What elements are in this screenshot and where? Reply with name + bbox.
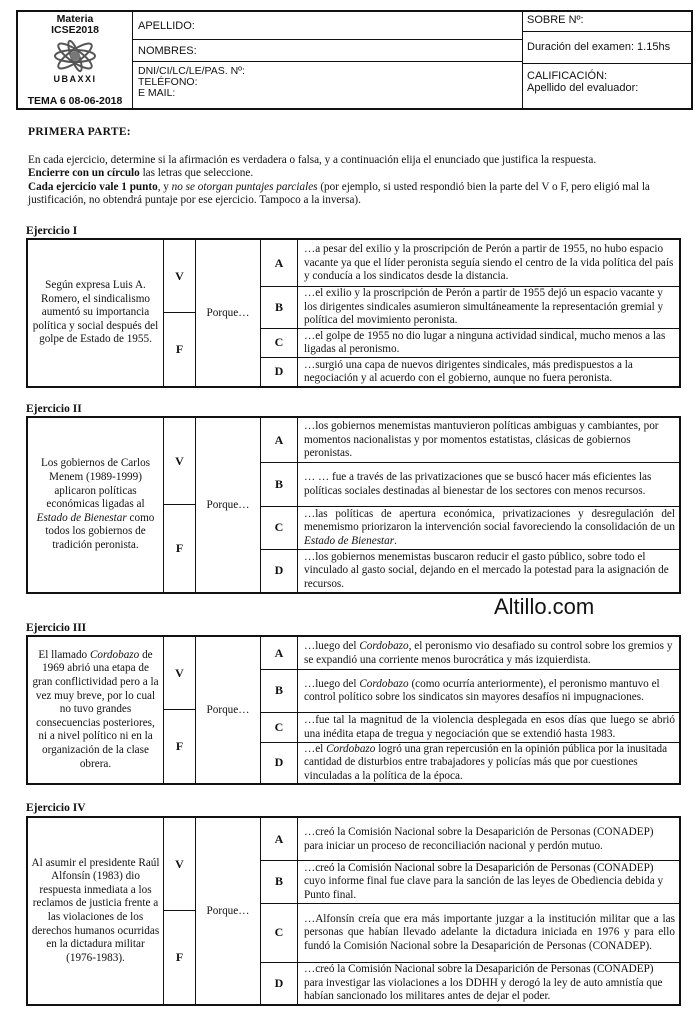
evaluator-label: Apellido del evaluador: — [527, 82, 639, 94]
exercise-3-option-c-content: …fue tal la magnitud de la violencia desplegada en esos días que luego se abrió una inédita etapa de tregua y negociación que se extendió hasta 1983. — [304, 714, 675, 740]
exercise-1-option-d[interactable]: D — [274, 364, 284, 378]
exercise-3-porque-label: Porque… — [195, 637, 261, 783]
exercise-3-option-d-content — [304, 743, 675, 784]
exercise-1-option-b[interactable]: B — [274, 299, 283, 314]
instruction-text-2: las letras que seleccione. — [139, 167, 254, 180]
surname-field[interactable] — [132, 12, 522, 40]
exercise-3-option-c[interactable]: C — [274, 719, 284, 734]
exercise-2-false-option[interactable]: F — [163, 505, 195, 592]
exercise-1-option-c-content: …el golpe de 1955 no dio lugar a ninguna actividad sindical, mucho menos a las ligadas al peronismo. — [304, 329, 666, 355]
exercise-4-option-d-text — [297, 962, 679, 1004]
section-title: PRIMERA PARTE: — [28, 126, 131, 138]
exercise-4-statement: Al asumir el presidente Raúl Alfonsín (1983) dio respuesta inmediata a los reclamos de justicia frente a las violaciones de los derechos humanos ocurridas en la dictadura militar (1976-1983). — [31, 856, 160, 964]
exercise-2-true-option[interactable]: V — [163, 418, 195, 505]
exercise-3-option-a-pre: …luego del — [304, 640, 360, 652]
instruction-text-3a: , y — [157, 180, 172, 193]
exercise-2 — [26, 416, 681, 594]
logo-wordmark: UBAXXI — [53, 74, 97, 84]
exercise-3-title: Ejercicio III — [26, 622, 87, 634]
exam-version: TEMA 6 08-06-2018 — [27, 95, 123, 107]
exercise-3-option-a-italic: Cordobazo — [359, 640, 409, 652]
exercise-2-statement-post: como todos los gobiernos de tradición peronista. — [45, 511, 155, 551]
exercise-2-option-c[interactable]: C — [274, 520, 284, 534]
exercise-4-option-a[interactable]: A — [274, 831, 284, 846]
exercise-2-statement-text — [31, 457, 160, 552]
exercise-2-option-c-italic: Estado de Bienestar — [304, 534, 395, 547]
phone-label: TELÉFONO: — [138, 76, 198, 88]
exercise-2-option-c-main: …las políticas de apertura económica, privatizaciones y desregulación del menemismo priorizaron la intervención social favoreciendo la consolidación de un — [304, 507, 675, 534]
contact-fields[interactable] — [138, 66, 245, 99]
watermark: Altillo.com — [494, 594, 595, 619]
exercise-3-option-b-content — [304, 678, 675, 705]
exercise-3-option-a-post: , el peronismo vio desafiado su control sobre los gremios y se expandió una corriente menos burocrática y más izquierdista. — [304, 640, 673, 666]
exercise-2-option-b-content: … … fue a través de las privatizaciones que se buscó hacer más eficientes las políticas sociales destinadas al bienestar de los sectores con menos recursos. — [304, 471, 652, 497]
exercise-1-option-d-text — [297, 357, 679, 386]
exercise-1-option-b-text — [297, 286, 679, 328]
instruction-line-3 — [28, 181, 683, 208]
exercise-2-option-b[interactable]: B — [274, 476, 283, 491]
exam-admin-fields — [522, 12, 692, 108]
exercise-3-option-b-text — [297, 669, 679, 712]
exercise-2-option-d-text — [297, 549, 679, 592]
instruction-line-2 — [28, 167, 683, 181]
exercise-4-false-option[interactable]: F — [163, 911, 195, 1004]
dni-label: DNI/CI/LC/LE/PAS. Nº: — [138, 65, 245, 77]
grade-label: CALIFICACIÓN: — [527, 70, 608, 82]
exercise-4-option-a-text — [297, 818, 679, 860]
exercise-3-option-d[interactable]: D — [274, 755, 284, 769]
exercise-2-title: Ejercicio II — [26, 403, 82, 415]
exercise-1-option-a[interactable]: A — [274, 255, 284, 270]
exercise-1-option-c[interactable]: C — [274, 335, 284, 349]
exercise-4-option-b-text — [297, 860, 679, 903]
surname-label: APELLIDO: — [138, 20, 195, 32]
exam-duration — [523, 32, 692, 64]
exercise-3-option-a-content — [304, 640, 675, 667]
exercise-3-statement-pre: El llamado — [38, 648, 90, 661]
exercise-4-option-d[interactable]: D — [274, 975, 284, 990]
exercise-3-option-b[interactable]: B — [274, 683, 283, 697]
exercise-2-option-c-end: . — [394, 534, 397, 547]
exercise-1-option-c-text — [297, 328, 679, 357]
exercise-3-false-option[interactable]: F — [163, 710, 195, 783]
exercise-4-option-c-content: …Alfonsín creía que era más importante juzgar a la institución militar que a las personas que habían llevado adelante la dictadura iniciada en 1976 y para ello fundó la Comisión Nacional sobre la Desaparición de Personas (CONADEP). — [304, 912, 675, 952]
exercise-3-option-a[interactable]: A — [274, 645, 284, 660]
exercise-2-option-d-content: …los gobiernos menemistas buscaron reducir el gasto público, sobre todo el vinculado al gasto social, dejando en el mercado la potestad para la asignación de recursos. — [304, 550, 669, 590]
exercise-3-option-b-post: (como ocurría anteriormente), el peronismo mantuvo el control político sobre los sindicatos sin mayores desafíos ni impugnaciones. — [304, 677, 660, 703]
exercise-2-option-c-content — [304, 508, 675, 549]
exercise-2-porque-label: Porque… — [195, 418, 261, 592]
exercise-3-option-a-text — [297, 637, 679, 669]
exercise-2-statement-pre: Los gobiernos de Carlos Menem (1989-1999) aplicaron políticas económicas ligadas al — [40, 457, 151, 511]
exercise-2-option-a-text — [297, 418, 679, 462]
exercise-4-porque-label: Porque… — [195, 818, 261, 1004]
exercise-3-option-d-italic: Cordobazo — [326, 742, 376, 755]
course-code: ICSE2018 — [51, 24, 99, 36]
instruction-text-3b: (por ejemplo, si usted respondió bien la parte del V o F, pero eligió mal la justificación, no obtendrá puntaje por ese ejercicio. Tampoco a la inversa). — [28, 180, 650, 207]
exercise-3-statement-text — [31, 649, 160, 771]
exercise-3-option-d-text — [297, 742, 679, 783]
exercise-3-option-c-text — [297, 712, 679, 742]
exercise-4-option-c-text — [297, 903, 679, 962]
exercise-4-option-a-content: …creó la Comisión Nacional sobre la Desaparición de Personas (CONADEP) para iniciar un proceso de reconciliación nacional y perdón mutuo. — [304, 826, 654, 852]
subject-label: Materia — [56, 13, 94, 25]
exercise-1-statement: Según expresa Luis A. Romero, el sindicalismo aumentó su importancia política y social después del golpe de Estado de 1955. — [32, 279, 159, 346]
exercise-4-true-option[interactable]: V — [163, 818, 195, 911]
exercise-2-option-a-content: …los gobiernos menemistas mantuvieron políticas ambiguas y cambiantes, por momentos nacionalistas y por momentos estatistas, clásicas de gobiernos peronistas. — [304, 420, 659, 460]
names-label: NOMBRES: — [138, 45, 197, 57]
exercise-1-option-a-text — [297, 240, 679, 286]
exercise-3-true-option[interactable]: V — [163, 637, 195, 710]
exercise-2-option-d[interactable]: D — [274, 563, 284, 577]
exercise-4 — [26, 816, 681, 1006]
instruction-line-1: En cada ejercicio, determine si la afirmación es verdadera o falsa, y a continuación elija el enunciado que justifica la respuesta. — [28, 153, 597, 166]
exercise-4-option-c[interactable]: C — [274, 925, 284, 939]
exercise-4-option-d-content: …creó la Comisión Nacional sobre la Desaparición de Personas (CONADEP) para investigar las violaciones a los DDHH y derogó la ley de auto amnistía que habían sancionado los militares antes de dejar el poder. — [304, 963, 663, 1003]
ubaxxi-logo-icon — [52, 38, 98, 74]
exercise-2-statement — [28, 418, 163, 592]
exercise-3 — [26, 635, 681, 785]
names-field[interactable] — [132, 40, 522, 62]
exercise-3-option-b-italic: Cordobazo — [359, 677, 409, 690]
exercise-3-option-b-pre: …luego del — [304, 677, 360, 690]
exercise-1-porque-label: Porque… — [195, 240, 261, 386]
exercise-1 — [26, 238, 681, 388]
instruction-bold-1: Encierre con un círculo — [28, 167, 140, 180]
exercise-1-option-d-content: …surgió una capa de nuevos dirigentes sindicales, más predispuestos a la negociación y al acuerdo con el gobierno, aunque no fuera peronista. — [304, 358, 633, 384]
exercise-4-option-b[interactable]: B — [274, 874, 283, 888]
exercise-2-option-a[interactable]: A — [274, 432, 284, 447]
exercise-3-option-d-pre: …el — [304, 742, 327, 755]
exercise-1-true-option[interactable]: V — [163, 240, 195, 313]
exercise-2-option-b-text — [297, 462, 679, 506]
exercise-1-title: Ejercicio I — [26, 225, 78, 237]
email-label: E MAIL: — [138, 87, 176, 99]
header-logo-cell — [18, 12, 133, 108]
exercise-3-statement-post: de 1969 abrió una etapa de gran conflictividad pero a la vez muy breve, por lo cual no tuvo grandes consecuencias posteriores, ni a nivel político ni en la organización de la clase obrera. — [32, 648, 159, 770]
exercise-4-option-b-content: …creó la Comisión Nacional sobre la Desaparición de Personas (CONADEP) cuyo informe final fue clave para la sanción de las leyes de Obediencia debida y Punto final. — [304, 861, 664, 901]
instruction-bold-2: Cada ejercicio vale 1 punto — [28, 180, 158, 193]
exercise-1-false-option[interactable]: F — [163, 313, 195, 386]
exam-header — [16, 10, 693, 110]
envelope-number-field[interactable] — [523, 12, 692, 32]
exercise-3-statement — [28, 637, 163, 783]
instruction-italic: no se otorgan puntajes parciales — [171, 180, 318, 193]
instructions — [28, 126, 683, 208]
exercise-4-title: Ejercicio IV — [26, 802, 86, 814]
grade-field[interactable] — [527, 70, 638, 94]
exam-duration-label: Duración del examen: 1.15hs — [527, 41, 671, 53]
exercise-2-statement-italic: Estado de Bienestar — [36, 511, 127, 524]
exercise-2-option-c-text — [297, 506, 679, 549]
student-info-fields — [132, 12, 522, 108]
exercise-3-statement-italic: Cordobazo — [89, 648, 140, 661]
envelope-number-label: SOBRE Nº: — [527, 14, 584, 26]
exercise-1-option-b-content: …el exilio y la proscripción de Perón a partir de 1955 dejó un espacio vacante y los dirigentes sindicales asumieron simultáneamente la representación gremial y política del movimiento peronista. — [304, 287, 664, 327]
exercise-1-option-a-content: …a pesar del exilio y la proscripción de Perón a partir de 1955, no hubo espacio vacante ya que el líder peronista seguía siendo el centro de la vida política del país y conducía a los sindicatos desde la distancia. — [304, 243, 674, 283]
exercise-3-option-d-post: logró una gran repercusión en la opinión pública por la inusitada cantidad de disturbios entre trabajadores y policías más que por cuestiones vinculadas a la política de la época. — [304, 742, 668, 782]
